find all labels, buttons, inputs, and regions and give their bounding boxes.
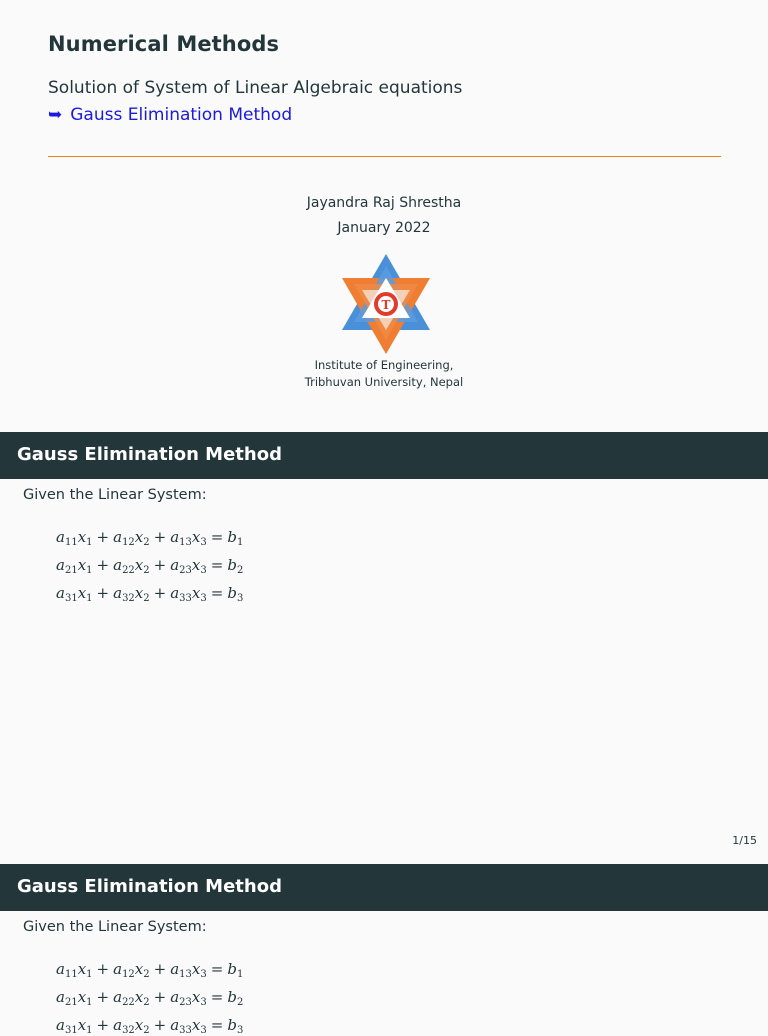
subsubtitle-text: Gauss Elimination Method: [70, 105, 293, 125]
institute-line-1: Institute of Engineering,: [314, 358, 454, 372]
presentation-subtitle: Solution of System of Linear Algebraic equations: [48, 78, 463, 98]
title-slide: [0, 0, 768, 432]
frame-title: Gauss Elimination Method: [17, 444, 282, 465]
page-number: 1/15: [732, 834, 757, 847]
given-text: Given the Linear System:: [23, 919, 207, 935]
presentation-subsubtitle: [48, 105, 292, 125]
frame-header: [0, 432, 768, 479]
arrow-icon: ➥: [48, 105, 63, 125]
equation-row: $a_{21}x_1 + a_{22}x_2 + a_{23}x_3 = b_2$: [56, 556, 244, 576]
equation-row: $a_{11}x_1 + a_{12}x_2 + a_{13}x_3 = b_1$: [56, 960, 244, 980]
equation-row: $a_{21}x_1 + a_{22}x_2 + a_{23}x_3 = b_2$: [56, 988, 244, 1008]
university-emblem-icon: [340, 252, 432, 356]
author-name: Jayandra Raj Shrestha: [306, 195, 462, 211]
equation-row: $a_{31}x_1 + a_{32}x_2 + a_{33}x_3 = b_3$: [56, 1016, 244, 1036]
presentation-title: Numerical Methods: [48, 32, 280, 56]
frame-header: [0, 864, 768, 911]
institute: [0, 357, 768, 391]
title-divider: [48, 156, 721, 157]
institute-line-2: Tribhuvan University, Nepal: [304, 375, 464, 389]
equation-row: $a_{11}x_1 + a_{12}x_2 + a_{13}x_3 = b_1$: [56, 528, 244, 548]
presentation-date: January 2022: [337, 220, 431, 236]
svg-text:T: T: [381, 298, 391, 312]
equation-row: $a_{31}x_1 + a_{32}x_2 + a_{33}x_3 = b_3$: [56, 584, 244, 604]
frame-title: Gauss Elimination Method: [17, 876, 282, 897]
given-text: Given the Linear System:: [23, 487, 207, 503]
